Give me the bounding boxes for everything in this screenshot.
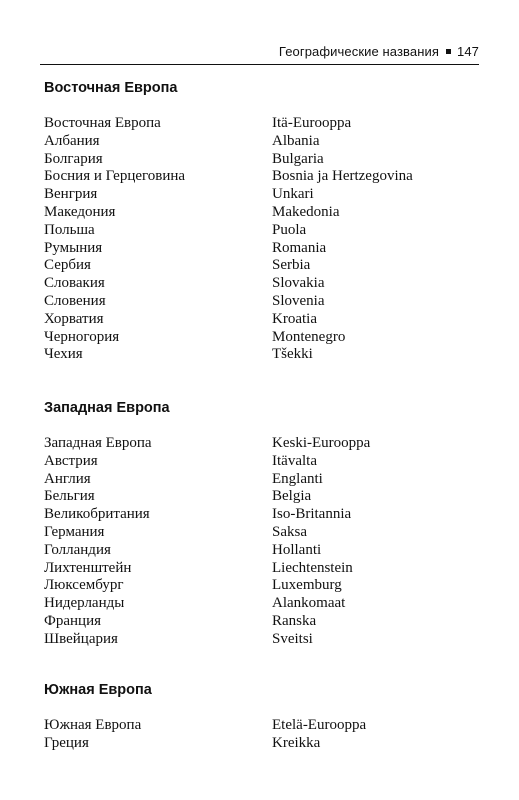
russian-term: Венгрия [44,186,98,203]
finnish-term: Kroatia [272,310,317,327]
section-western-europe [44,399,489,649]
russian-term: Люксембург [44,577,124,594]
term-row [44,631,489,649]
russian-term: Сербия [44,257,91,274]
section-heading: Западная Европа [44,400,170,416]
russian-term: Босния и Герцеговина [44,168,186,185]
section-eastern-europe [44,79,489,364]
term-row [44,717,489,735]
finnish-term: Bulgaria [272,150,324,167]
term-row [44,595,489,613]
finnish-term: Ranska [272,612,317,629]
russian-term: Словакия [44,275,105,292]
russian-term: Восточная Европа [44,115,161,131]
term-row [44,735,489,753]
finnish-term: Makedonia [272,203,340,220]
term-row [44,577,489,595]
section-southern-europe [44,681,489,753]
term-row [44,471,489,489]
russian-term: Лихтенштейн [44,559,132,576]
finnish-term: Englanti [272,470,323,487]
finnish-term: Slovakia [272,275,325,292]
finnish-term: Itä-Eurooppa [272,115,352,131]
term-list [44,717,489,753]
finnish-term: Etelä-Eurooppa [272,717,367,733]
russian-term: Южная Европа [44,717,142,733]
russian-term: Германия [44,523,105,540]
finnish-term: Saksa [272,523,307,540]
finnish-term: Luxemburg [272,577,342,594]
russian-term: Великобритания [44,506,150,523]
finnish-term: Sveitsi [272,630,313,647]
page-number: 147 [457,44,479,59]
finnish-term: Itävalta [272,452,317,469]
term-row [44,204,489,222]
russian-term: Черногория [44,328,120,345]
running-head [40,44,479,59]
term-row [44,115,489,133]
finnish-term: Alankomaat [272,595,346,612]
finnish-term: Iso-Britannia [272,506,352,523]
finnish-term: Romania [272,239,327,256]
term-row [44,524,489,542]
russian-term: Швейцария [44,630,118,647]
russian-term: Греция [44,734,89,751]
finnish-term: Albania [272,132,320,149]
russian-term: Бельгия [44,488,95,505]
term-row [44,560,489,578]
finnish-term: Tšekki [272,346,313,363]
finnish-term: Serbia [272,257,311,274]
finnish-term: Kreikka [272,734,321,751]
term-row [44,435,489,453]
russian-term: Польша [44,221,95,238]
term-row [44,329,489,347]
finnish-term: Slovenia [272,292,325,309]
finnish-term: Montenegro [272,328,346,345]
header-rule [40,64,479,65]
russian-term: Болгария [44,150,103,167]
russian-term: Хорватия [44,310,104,327]
russian-term: Австрия [44,452,98,469]
russian-term: Нидерланды [44,595,125,612]
term-row [44,293,489,311]
russian-term: Франция [44,612,101,629]
section-heading: Восточная Европа [44,80,178,96]
term-row [44,240,489,258]
russian-term: Англия [44,470,91,487]
finnish-term: Keski-Eurooppa [272,435,371,451]
section-heading: Южная Европа [44,682,152,698]
finnish-term: Bosnia ja Hertzegovina [272,168,413,185]
finnish-term: Liechtenstein [272,559,353,576]
russian-term: Чехия [44,346,83,363]
term-row [44,542,489,560]
russian-term: Голландия [44,541,111,558]
russian-term: Македония [44,203,116,220]
term-row [44,222,489,240]
russian-term: Албания [44,132,100,149]
term-list [44,115,489,364]
term-row [44,186,489,204]
term-row [44,133,489,151]
term-row [44,311,489,329]
finnish-term: Unkari [272,186,314,203]
russian-term: Румыния [44,239,103,256]
term-row [44,168,489,186]
finnish-term: Hollanti [272,541,322,558]
term-row [44,275,489,293]
square-bullet-icon [446,49,451,54]
term-row [44,257,489,275]
term-row [44,151,489,169]
russian-term: Западная Европа [44,435,152,451]
russian-term: Словения [44,292,106,309]
term-row [44,613,489,631]
finnish-term: Belgia [272,488,312,505]
term-row [44,506,489,524]
finnish-term: Puola [272,221,307,238]
term-row [44,488,489,506]
term-row [44,346,489,364]
term-list [44,435,489,649]
running-head-title: Географические названия [278,44,439,59]
term-row [44,453,489,471]
